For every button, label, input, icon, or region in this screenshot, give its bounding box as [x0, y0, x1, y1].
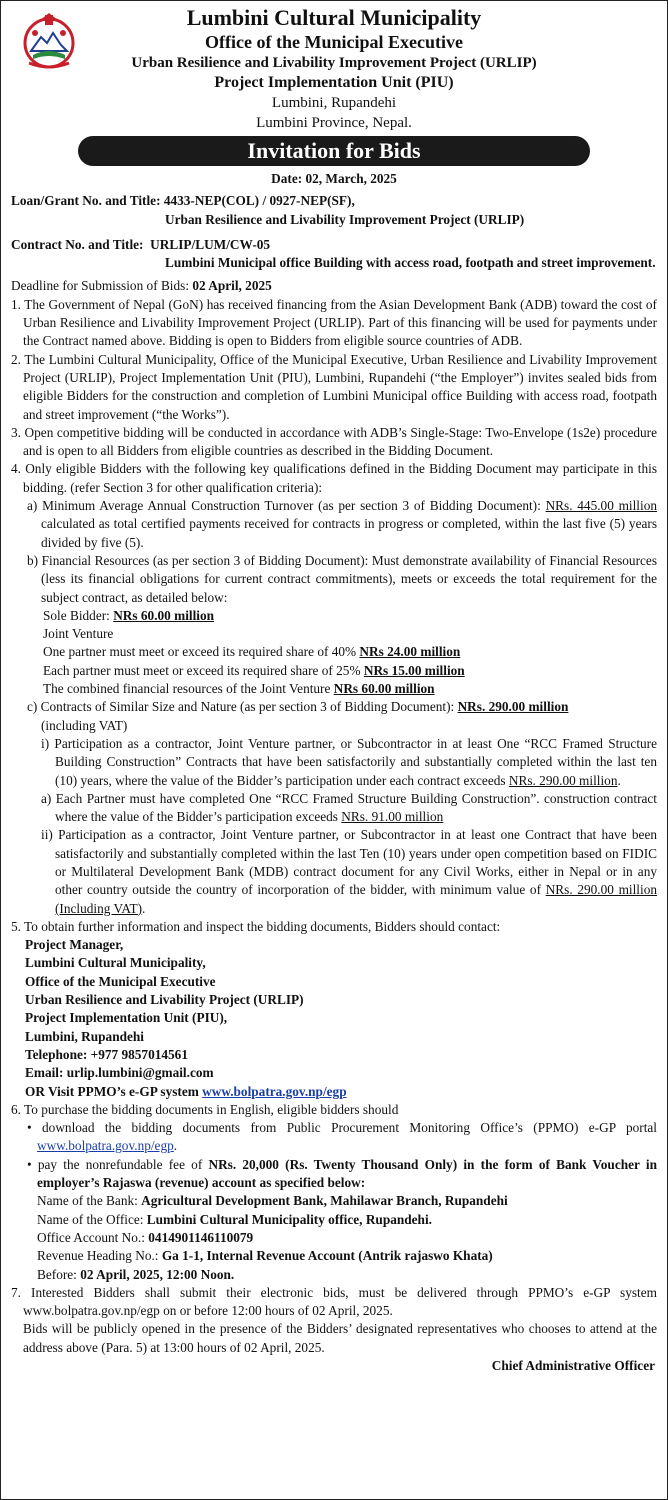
account-value: 0414901146110079: [148, 1229, 254, 1245]
municipality-title: Lumbini Cultural Municipality: [186, 5, 482, 30]
unit-title: Project Implementation Unit (PIU): [214, 74, 454, 91]
loan-label: Loan/Grant No. and Title:: [11, 193, 161, 209]
paragraph-5-intro: 5. To obtain further information and inspect the bidding documents, Bidders should contact:: [11, 918, 501, 934]
paragraph-2: 2. The Lumbini Cultural Municipality, Office of the Municipal Executive, Urban Resilience and Livability Improvement Project (URLIP), Project Implementation Unit (PIU), Lumbini, Rupandehi (“the Employer”) invites sealed bids from eligible Bidders for the construction and completion of Lumbini Municipal office Building with access road, footpath and street improvement (“the Works”).: [11, 351, 657, 422]
criterion-a-text: a) Minimum Average Annual Construction Turnover (as per section 3 of Bidding Document):: [27, 498, 546, 514]
revenue-value: Ga 1-1, Internal Revenue Account (Antrik rajaswo Khata): [161, 1248, 493, 1264]
jv-line-1: [11, 643, 657, 661]
contact-email: Email: urlip.lumbini@gmail.com: [25, 1065, 214, 1081]
paragraph-3: 3. Open competitive bidding will be conducted in accordance with ADB’s Single-Stage: Two-Envelope (1s2e) procedure and is open to all Bidders from eligible countries as described in the Bidding Document.: [11, 424, 657, 459]
loan-value-1: 4433-NEP(COL) / 0927-NEP(SF),: [163, 193, 355, 209]
contact-line: Urban Resilience and Livability Project (URLIP): [25, 992, 304, 1008]
jv-line-1-text: One partner must meet or exceed its required share of 40%: [43, 644, 360, 660]
bank-name-line: [11, 1192, 657, 1210]
criterion-c-ii-post: .: [142, 900, 146, 916]
office-title: Office of the Municipal Executive: [205, 32, 463, 52]
header: [11, 5, 657, 133]
signature: Chief Administrative Officer: [491, 1358, 655, 1373]
jv-line-3-text: The combined financial resources of the Joint Venture: [43, 681, 334, 697]
contact-line: Project Manager,: [25, 937, 124, 953]
contract-label: Contract No. and Title:: [11, 236, 144, 252]
criterion-c-i-post: .: [617, 772, 621, 788]
paragraph-7: 7. Interested Bidders shall submit their electronic bids, must be delivered through PPMO’s e-GP system www.bolpatra.gov.np/egp on or before 12:00 hours of 02 April, 2025.: [11, 1284, 657, 1319]
account-line: [11, 1229, 657, 1247]
criterion-a-amount: NRs. 445.00 million: [545, 498, 657, 514]
invitation-banner: Invitation for Bids: [78, 136, 590, 166]
criterion-c: [11, 698, 657, 735]
contact-line: Office of the Municipal Executive: [25, 973, 216, 989]
location-line-1: Lumbini, Rupandehi: [271, 95, 397, 111]
bullet-payment-text: • pay the nonrefundable fee of: [27, 1156, 209, 1172]
jv-line-2-text: Each partner must meet or exceed its required share of 25%: [43, 662, 364, 678]
criterion-c-i-text: i) Participation as a contractor, Joint Venture partner, or Subcontractor in at least One “RCC Framed Structure Building Construction” Contracts that have been satisfactorily and substantially completed within the last ten (10) years, where the value of the Bidder’s participation under each contract exceeds: [41, 735, 657, 788]
criterion-c-ii-text: ii) Participation as a contractor, Joint Venture partner, or Subcontractor in at least one Contract that have been satisfactorily and substantially completed within the last Ten (10) years under open competition based on FIDIC or Multilateral Development Bank (MDB) contract document for any Civil Works, either in Nepal or in any other country outside the country of incorporation of the bidder, with minimum value of: [41, 827, 657, 898]
visit-line: [25, 1083, 657, 1101]
contact-telephone: Telephone: +977 9857014561: [25, 1046, 188, 1062]
jv-line-1-amount: NRs 24.00 million: [359, 644, 461, 660]
notice-date: Date: 02, March, 2025: [271, 171, 397, 186]
paragraph-1: 1. The Government of Nepal (GoN) has received financing from the Asian Development Bank (ADB) toward the cost of Urban Resilience and Livability Improvement Project (URLIP). Part of this financing will be used for payments under the Contract named above. Bidding is open to Bidders from eligible source countries of ADB.: [11, 296, 657, 349]
criterion-c-a: [11, 790, 657, 827]
bullet-download-post: .: [173, 1138, 178, 1154]
criterion-c-amount: NRs. 290.00 million: [457, 699, 569, 715]
criterion-a-post: calculated as total certified payments received for contracts in progress or completed, within the last five (5) years divided by five (5).: [41, 516, 657, 550]
account-label: Office Account No.:: [37, 1229, 149, 1245]
contract-value-1: URLIP/LUM/CW-05: [150, 236, 271, 252]
deadline-label: Deadline for Submission of Bids:: [11, 278, 190, 294]
criterion-b: b) Financial Resources (as per section 3 of Bidding Document): Must demonstrate availability of Financial Resources (less its financial obligations for current contract commitments), meets or exceeds the total requirement for the subject contract, as detailed below:: [27, 552, 657, 605]
criterion-c-post: (including VAT): [41, 717, 128, 733]
bullet-download: [11, 1119, 657, 1156]
criterion-c-text: c) Contracts of Similar Size and Nature (as per section 3 of Bidding Document):: [27, 699, 458, 715]
contract-value-2: Lumbini Municipal office Building with access road, footpath and street improvement.: [165, 255, 656, 271]
sole-bidder-label: Sole Bidder:: [43, 607, 114, 623]
contract-block: [11, 236, 657, 273]
office-name-line: [11, 1211, 657, 1229]
deadline-value: 02 April, 2025: [192, 278, 272, 294]
criterion-c-ii-amount: NRs. 290.00 million (Including VAT): [55, 882, 657, 916]
location-line-2: Lumbini Province, Nepal.: [256, 115, 412, 131]
bullet-payment-bold: NRs. 20,000 (Rs. Twenty Thousand Only) in the form of Bank Voucher in employer’s Rajaswa (revenue) account as specified below:: [37, 1156, 657, 1191]
contact-line: Lumbini Cultural Municipality,: [25, 955, 206, 971]
loan-block: [11, 192, 657, 229]
bank-value: Agricultural Development Bank, Mahilawar Branch, Rupandehi: [141, 1193, 508, 1209]
nepal-emblem-icon: [21, 11, 77, 71]
revenue-label: Revenue Heading No.:: [37, 1248, 162, 1264]
visit-text: OR Visit PPMO’s e-GP system: [25, 1083, 203, 1099]
criterion-c-ii: [11, 826, 657, 917]
contact-block: [11, 936, 657, 1101]
criterion-a: [11, 497, 657, 552]
sole-bidder-amount: NRs 60.00 million: [113, 607, 215, 623]
deadline-line: [11, 277, 657, 295]
jv-line-2-amount: NRs 15.00 million: [363, 662, 465, 678]
sole-bidder-line: [11, 607, 657, 625]
project-title: Urban Resilience and Livability Improvement Project (URLIP): [131, 55, 537, 71]
before-line: [11, 1266, 657, 1284]
bullet-payment: [11, 1156, 657, 1193]
loan-value-2: Urban Resilience and Livability Improvement Project (URLIP): [165, 211, 525, 227]
bolpatra-link[interactable]: www.bolpatra.gov.np/egp: [37, 1138, 174, 1154]
criterion-c-i-amount: NRs. 290.00 million: [508, 772, 618, 788]
paragraph-6-intro: 6. To purchase the bidding documents in English, eligible bidders should: [11, 1101, 399, 1117]
criterion-c-a-amount: NRs. 91.00 million: [341, 809, 444, 825]
criterion-c-i: [11, 735, 657, 790]
before-value: 02 April, 2025, 12:00 Noon.: [80, 1266, 235, 1282]
bank-label: Name of the Bank:: [37, 1193, 142, 1209]
jv-line-2: [11, 662, 657, 680]
before-label: Before:: [37, 1266, 81, 1282]
contact-line: Project Implementation Unit (PIU),: [25, 1010, 228, 1026]
jv-line-3: [11, 680, 657, 698]
office-label: Name of the Office:: [37, 1211, 147, 1227]
office-value: Lumbini Cultural Municipality office, Rupandehi.: [146, 1211, 432, 1227]
joint-venture-label: Joint Venture: [43, 626, 114, 642]
revenue-line: [11, 1247, 657, 1265]
egp-link[interactable]: www.bolpatra.gov.np/egp: [202, 1083, 347, 1099]
paragraph-4-intro: 4. Only eligible Bidders with the following key qualifications defined in the Bidding Document may participate in this bidding. (refer Section 3 for other qualification criteria):: [11, 461, 657, 495]
jv-line-3-amount: NRs 60.00 million: [333, 681, 435, 697]
criterion-c-a-text: a) Each Partner must have completed One “RCC Framed Structure Building Construction”. construction contract where the value of the Bidder’s participation exceeds: [41, 790, 657, 825]
contact-line: Lumbini, Rupandehi: [25, 1028, 144, 1044]
paragraph-7-opening: Bids will be publicly opened in the presence of the Bidders’ designated representatives who chooses to attend at the address above (Para. 5) at 13:00 hours of 02 April, 2025.: [23, 1321, 657, 1355]
bullet-download-text: • download the bidding documents from Public Procurement Monitoring Office’s (PPMO) e-GP portal: [27, 1120, 657, 1136]
